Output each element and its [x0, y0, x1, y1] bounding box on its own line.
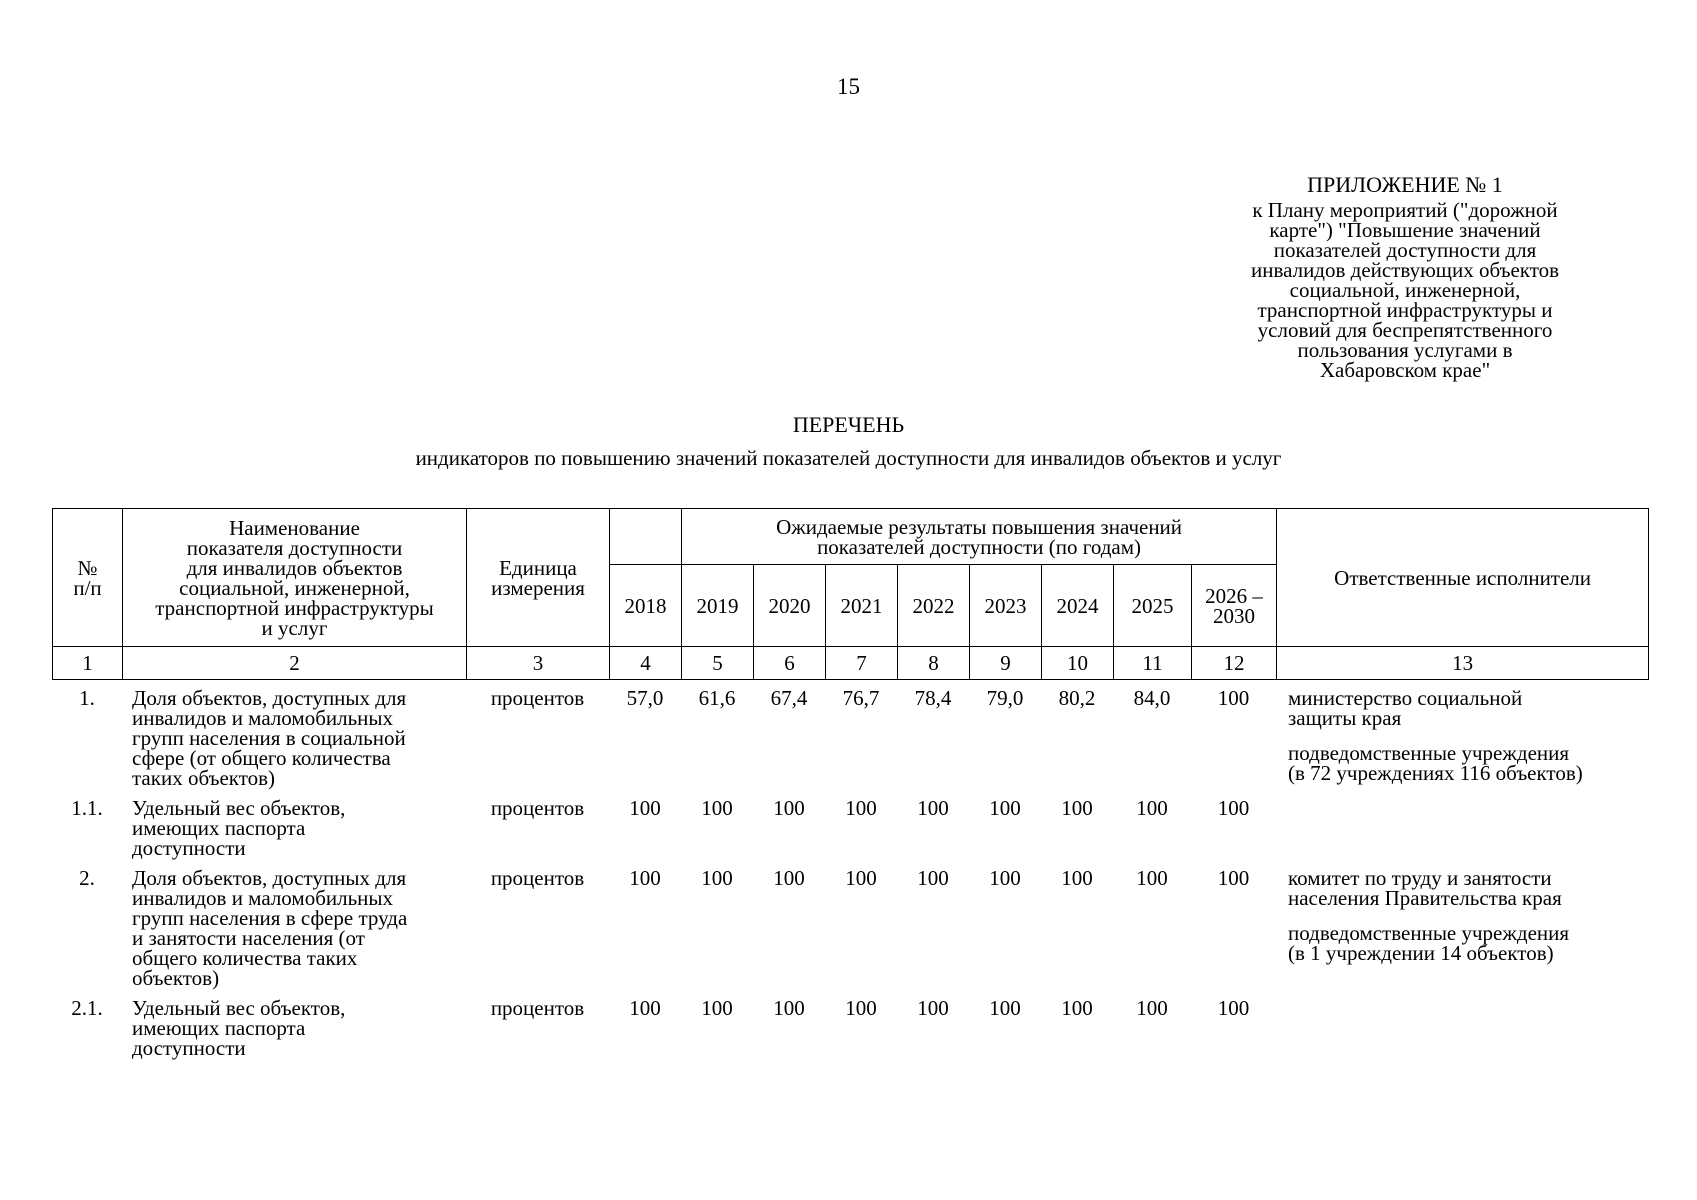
column-number: 3: [467, 647, 610, 680]
value-cell: 57,0: [626, 686, 664, 710]
responsible-cell: [1276, 868, 1648, 998]
value-cell: 100: [773, 866, 805, 890]
header-name: Наименование показателя доступности для инвалидов объектов социальной, инженерной, транспортной инфраструктуры и услуг: [123, 509, 467, 647]
column-number: 10: [1042, 647, 1114, 680]
indicator-name: Доля объектов, доступных для инвалидов и маломобильных групп населения в социальной сфере (от общего количества таких объектов): [132, 686, 407, 790]
header-year: 2022: [898, 565, 970, 647]
table-row: [52, 798, 1648, 868]
header-responsible: Ответственные исполнители: [1277, 509, 1649, 647]
responsible-item: подведомственные учреждения (в 72 учреждениях 116 объектов): [1288, 741, 1583, 785]
value-cell: 100: [1217, 686, 1250, 710]
header-unit: Единица измерения: [467, 509, 610, 647]
appendix-title: ПРИЛОЖЕНИЕ № 1: [1307, 172, 1503, 197]
header-year: 2025: [1114, 565, 1192, 647]
column-number: 7: [826, 647, 898, 680]
row-number: 2.: [79, 866, 95, 890]
unit-cell: процентов: [490, 686, 585, 710]
header-period: 2026 – 2030: [1192, 565, 1277, 647]
value-cell: 100: [773, 996, 805, 1020]
appendix-reference: к Плану мероприятий ("дорожной карте") "Повышение значений показателей доступности для инвалидов действующих объектов социальной, инженерной, транспортной инфраструктуры и условий для беспрепятственного пользования услугами в Хабаровском крае": [1250, 198, 1560, 382]
value-cell: 100: [701, 866, 733, 890]
value-cell: 100: [989, 796, 1021, 820]
value-cell: 100: [917, 796, 949, 820]
value-cell: 100: [773, 796, 805, 820]
column-number: 8: [898, 647, 970, 680]
header-year: 2023: [970, 565, 1042, 647]
responsible-item: комитет по труду и занятости населения Правительства края: [1288, 866, 1562, 910]
header-year: 2021: [826, 565, 898, 647]
column-number: 11: [1114, 647, 1192, 680]
responsible-item: подведомственные учреждения (в 1 учреждении 14 объектов): [1288, 921, 1570, 965]
table-row: [52, 868, 1648, 998]
column-number: 13: [1277, 647, 1649, 680]
row-number: 1.: [79, 686, 95, 710]
value-cell: 100: [1217, 996, 1250, 1020]
value-cell: 100: [1136, 996, 1168, 1020]
value-cell: 100: [701, 996, 733, 1020]
value-cell: 100: [629, 866, 661, 890]
header-year: 2024: [1042, 565, 1114, 647]
value-cell: 100: [845, 796, 877, 820]
page-number: 15: [837, 74, 860, 99]
value-cell: 100: [1217, 796, 1250, 820]
responsible-cell: [1276, 998, 1648, 1068]
unit-cell: процентов: [490, 866, 585, 890]
value-cell: 84,0: [1133, 686, 1171, 710]
value-cell: 100: [1061, 796, 1093, 820]
value-cell: 100: [845, 996, 877, 1020]
header-year: 2018: [610, 565, 682, 647]
value-cell: 80,2: [1058, 686, 1096, 710]
column-number: 1: [53, 647, 123, 680]
table-row: [52, 688, 1648, 798]
column-number: 9: [970, 647, 1042, 680]
value-cell: 100: [917, 996, 949, 1020]
document-title: ПЕРЕЧЕНЬ: [792, 412, 905, 437]
value-cell: 100: [629, 996, 661, 1020]
column-number: 12: [1192, 647, 1277, 680]
column-number: 2: [123, 647, 467, 680]
value-cell: 100: [1136, 796, 1168, 820]
value-cell: 100: [629, 796, 661, 820]
column-number: 4: [610, 647, 682, 680]
responsible-item: министерство социальной защиты края: [1288, 686, 1523, 730]
indicator-name: Удельный вес объектов, имеющих паспорта доступности: [132, 996, 346, 1060]
header-expected: Ожидаемые результаты повышения значений показателей доступности (по годам): [682, 509, 1277, 565]
unit-cell: процентов: [490, 996, 585, 1020]
value-cell: 100: [1136, 866, 1168, 890]
indicator-name: Доля объектов, доступных для инвалидов и маломобильных групп населения в сфере труда и занятости населения (от общего количества таких объектов): [132, 866, 408, 990]
column-numbers-row: [53, 647, 1649, 680]
responsible-cell: [1276, 798, 1648, 868]
table-row: [52, 998, 1648, 1068]
value-cell: 78,4: [914, 686, 952, 710]
unit-cell: процентов: [490, 796, 585, 820]
column-number: 5: [682, 647, 754, 680]
table-body: [52, 688, 1648, 1068]
value-cell: 100: [845, 866, 877, 890]
header-year: 2020: [754, 565, 826, 647]
value-cell: 100: [1061, 996, 1093, 1020]
header-blank: [610, 509, 682, 565]
value-cell: 100: [989, 866, 1021, 890]
value-cell: 100: [989, 996, 1021, 1020]
row-number: 1.1.: [71, 796, 103, 820]
value-cell: 100: [1217, 866, 1250, 890]
value-cell: 100: [917, 866, 949, 890]
document-subtitle: индикаторов по повышению значений показателей доступности для инвалидов объектов и услуг: [415, 446, 1282, 470]
header-year: 2019: [682, 565, 754, 647]
column-number: 6: [754, 647, 826, 680]
value-cell: 76,7: [842, 686, 880, 710]
value-cell: 100: [701, 796, 733, 820]
indicator-name: Удельный вес объектов, имеющих паспорта доступности: [132, 796, 346, 860]
header-num: № п/п: [53, 509, 123, 647]
value-cell: 67,4: [770, 686, 808, 710]
value-cell: 100: [1061, 866, 1093, 890]
value-cell: 61,6: [698, 686, 736, 710]
table-header: [52, 508, 1649, 680]
value-cell: 79,0: [986, 686, 1024, 710]
row-number: 2.1.: [71, 996, 103, 1020]
responsible-cell: [1276, 688, 1648, 798]
